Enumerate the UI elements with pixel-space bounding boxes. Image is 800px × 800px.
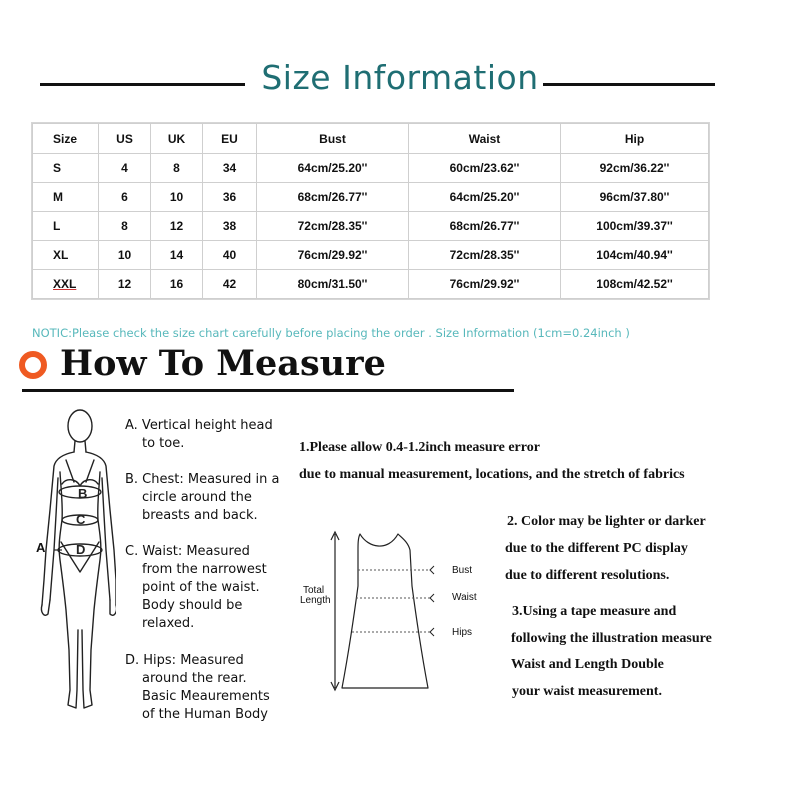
measure-item-line: B. Chest: Measured in a: [125, 472, 280, 487]
table-cell: 36: [203, 183, 257, 212]
table-row: [33, 241, 709, 270]
measure-item-d: [125, 652, 290, 724]
table-header-row: [33, 124, 709, 154]
figure-letter-b: B: [78, 486, 88, 501]
table-cell: 12: [151, 212, 203, 241]
figure-letter-a: A: [36, 540, 46, 555]
measure-item-line: point of the waist.: [142, 580, 260, 595]
table-cell: XL: [33, 241, 99, 270]
note-3-line-2: following the illustration measure: [511, 631, 712, 646]
table-cell: 76cm/29.92'': [257, 241, 409, 270]
measure-item-line: A. Vertical height head: [125, 418, 273, 433]
dress-total-label-line-1: Total: [303, 585, 325, 596]
table-row: [33, 212, 709, 241]
note-2-line-2: due to the different PC display: [505, 541, 688, 556]
dress-hips-label: Hips: [452, 627, 473, 638]
table-cell: 68cm/26.77'': [409, 212, 561, 241]
measure-item-line: D. Hips: Measured: [125, 653, 244, 668]
table-cell: 8: [151, 154, 203, 183]
measure-item-line: from the narrowest: [142, 562, 267, 577]
column-header: Waist: [409, 124, 561, 154]
measure-item-a: [125, 417, 290, 453]
body-figure-icon: [36, 400, 116, 720]
note-3-line-4: your waist measurement.: [512, 684, 662, 699]
table-cell: M: [33, 183, 99, 212]
table-cell: 64cm/25.20'': [257, 154, 409, 183]
note-2-line-3: due to different resolutions.: [505, 568, 670, 583]
table-row: [33, 183, 709, 212]
table-cell: 80cm/31.50'': [257, 270, 409, 299]
table-cell: 12: [99, 270, 151, 299]
table-cell: 64cm/25.20'': [409, 183, 561, 212]
table-cell: XXL: [33, 270, 99, 299]
size-information-title: [0, 58, 800, 97]
size-information-title-text: Size Information: [257, 58, 542, 97]
dress-diagram-icon: [298, 526, 498, 696]
table-cell: 100cm/39.37'': [561, 212, 709, 241]
measure-item-line: circle around the: [142, 490, 252, 505]
column-header: EU: [203, 124, 257, 154]
measure-item-line: C. Waist: Measured: [125, 544, 250, 559]
how-to-measure-rule: [22, 389, 514, 392]
measure-item-line: of the Human Body: [142, 707, 268, 722]
table-cell: 40: [203, 241, 257, 270]
note-2-line-1: 2. Color may be lighter or darker: [507, 514, 706, 529]
note-1-line-1: 1.Please allow 0.4-1.2inch measure error: [299, 440, 540, 455]
table-cell: 104cm/40.94'': [561, 241, 709, 270]
table-cell: 96cm/37.80'': [561, 183, 709, 212]
table-row: [33, 154, 709, 183]
table-row: [33, 270, 709, 299]
size-table: [32, 123, 709, 299]
table-cell: 34: [203, 154, 257, 183]
table-cell: 60cm/23.62'': [409, 154, 561, 183]
measure-item-line: around the rear.: [142, 671, 247, 686]
table-cell: 10: [151, 183, 203, 212]
table-cell: 42: [203, 270, 257, 299]
table-cell: 68cm/26.77'': [257, 183, 409, 212]
table-cell: L: [33, 212, 99, 241]
measure-item-line: Body should be: [142, 598, 243, 613]
notice-text: NOTIC:Please check the size chart carefully before placing the order . Size Information (1cm=0.24inch ): [32, 326, 630, 340]
table-cell: 8: [99, 212, 151, 241]
measure-item-line: relaxed.: [142, 616, 195, 631]
table-cell: 6: [99, 183, 151, 212]
dress-bust-label: Bust: [452, 565, 473, 576]
table-cell: 16: [151, 270, 203, 299]
table-cell: 10: [99, 241, 151, 270]
measure-item-line: Basic Meaurements: [142, 689, 270, 704]
column-header: US: [99, 124, 151, 154]
column-header: Hip: [561, 124, 709, 154]
table-cell: 92cm/36.22'': [561, 154, 709, 183]
table-cell: 108cm/42.52'': [561, 270, 709, 299]
measure-item-line: breasts and back.: [142, 508, 258, 523]
bullet-circle-icon: [19, 351, 47, 379]
note-3-line-1: 3.Using a tape measure and: [512, 604, 677, 619]
how-to-measure-title: How To Measure: [60, 343, 386, 384]
note-3-line-3: Waist and Length Double: [511, 657, 664, 672]
figure-letter-d: D: [76, 542, 86, 557]
note-1-line-2: due to manual measurement, locations, and the stretch of fabrics: [299, 467, 685, 482]
column-header: UK: [151, 124, 203, 154]
table-cell: S: [33, 154, 99, 183]
measure-item-line: to toe.: [142, 436, 185, 451]
column-header: Bust: [257, 124, 409, 154]
table-cell: 4: [99, 154, 151, 183]
figure-letter-c: C: [76, 512, 86, 527]
table-cell: 72cm/28.35'': [257, 212, 409, 241]
table-cell: 38: [203, 212, 257, 241]
table-cell: 72cm/28.35'': [409, 241, 561, 270]
table-cell: 14: [151, 241, 203, 270]
column-header: Size: [33, 124, 99, 154]
dress-total-label-line-2: Length: [300, 595, 331, 606]
measure-item-c: [125, 543, 290, 633]
table-cell: 76cm/29.92'': [409, 270, 561, 299]
dress-waist-label: Waist: [452, 592, 477, 603]
measure-item-b: [125, 471, 290, 525]
